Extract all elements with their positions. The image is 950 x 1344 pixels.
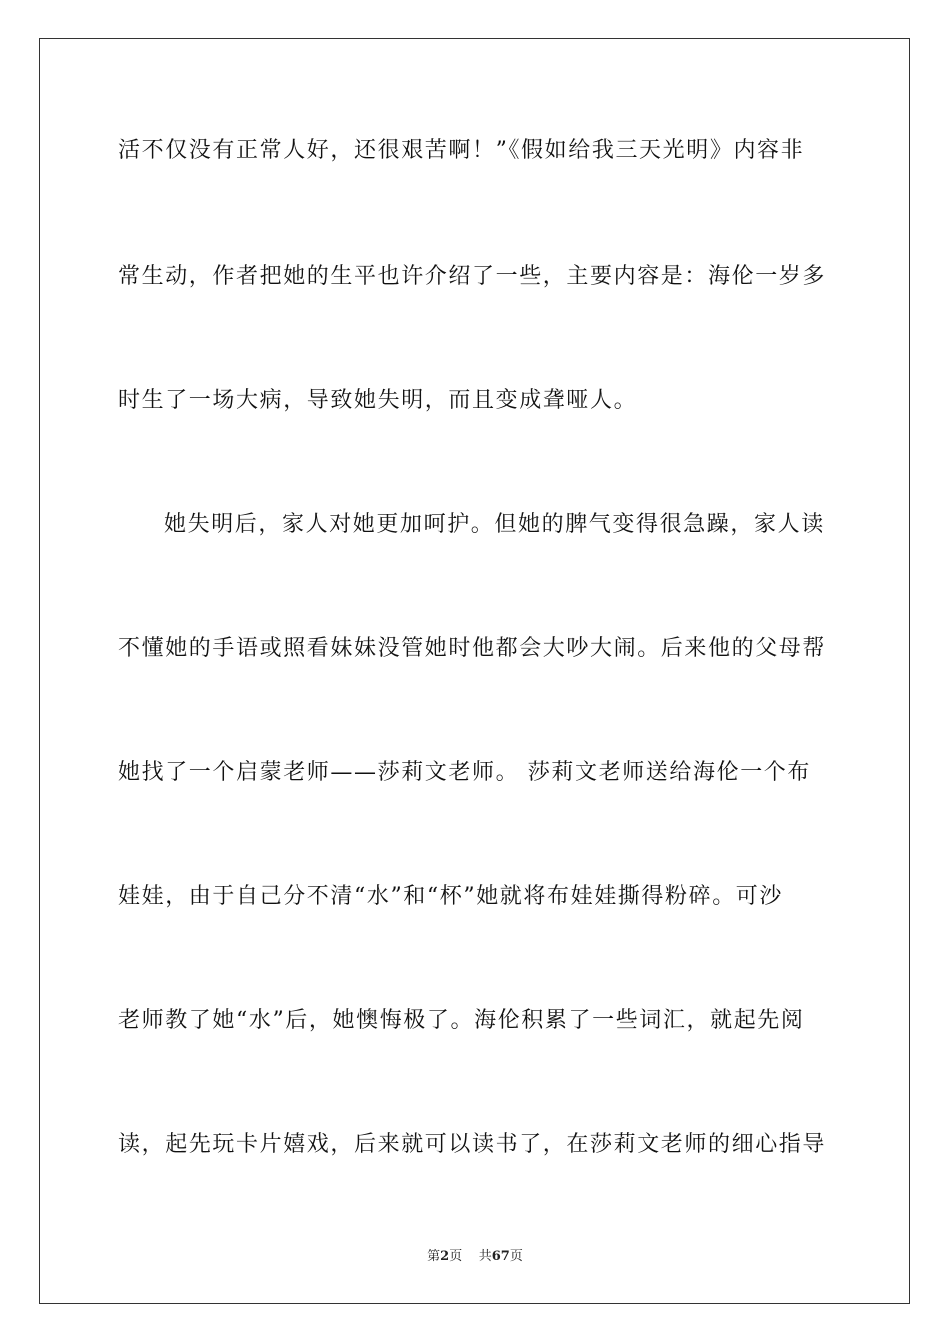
page-total-prefix: 共 <box>478 1249 492 1264</box>
paragraph-line: 时生了一场大病，导致她失明，而且变成聋哑人。 <box>118 388 638 413</box>
page-number-prefix: 第 <box>427 1249 441 1264</box>
page-total: 67 <box>491 1249 510 1264</box>
paragraph-line: 常生动，作者把她的生平也许介绍了一些，主要内容是：海伦一岁多 <box>118 264 827 289</box>
page-number-current: 2 <box>440 1249 450 1264</box>
paragraph-line: 她找了一个启蒙老师——莎莉文老师。 莎莉文老师送给海伦一个布 <box>118 760 811 785</box>
page-total-suffix: 页 <box>509 1249 523 1264</box>
paragraph-line: 读，起先玩卡片嬉戏，后来就可以读书了，在莎莉文老师的细心指导 <box>118 1132 827 1157</box>
paragraph-line-indented: 她失明后，家人对她更加呵护。但她的脾气变得很急躁，家人读 <box>164 512 825 537</box>
page-footer <box>0 1248 950 1266</box>
page-number-suffix: 页 <box>449 1249 463 1264</box>
paragraph-line: 活不仅没有正常人好，还很艰苦啊！”《假如给我三天光明》内容非 <box>118 138 805 163</box>
paragraph-line: 老师教了她“水”后，她懊悔极了。海伦积累了一些词汇，就起先阅 <box>118 1008 805 1033</box>
paragraph-line: 不懂她的手语或照看妹妹没管她时他都会大吵大闹。后来他的父母帮 <box>118 636 827 661</box>
page-border <box>39 38 910 1304</box>
paragraph-line: 娃娃，由于自己分不清“水”和“杯”她就将布娃娃撕得粉碎。可沙 <box>118 884 783 909</box>
